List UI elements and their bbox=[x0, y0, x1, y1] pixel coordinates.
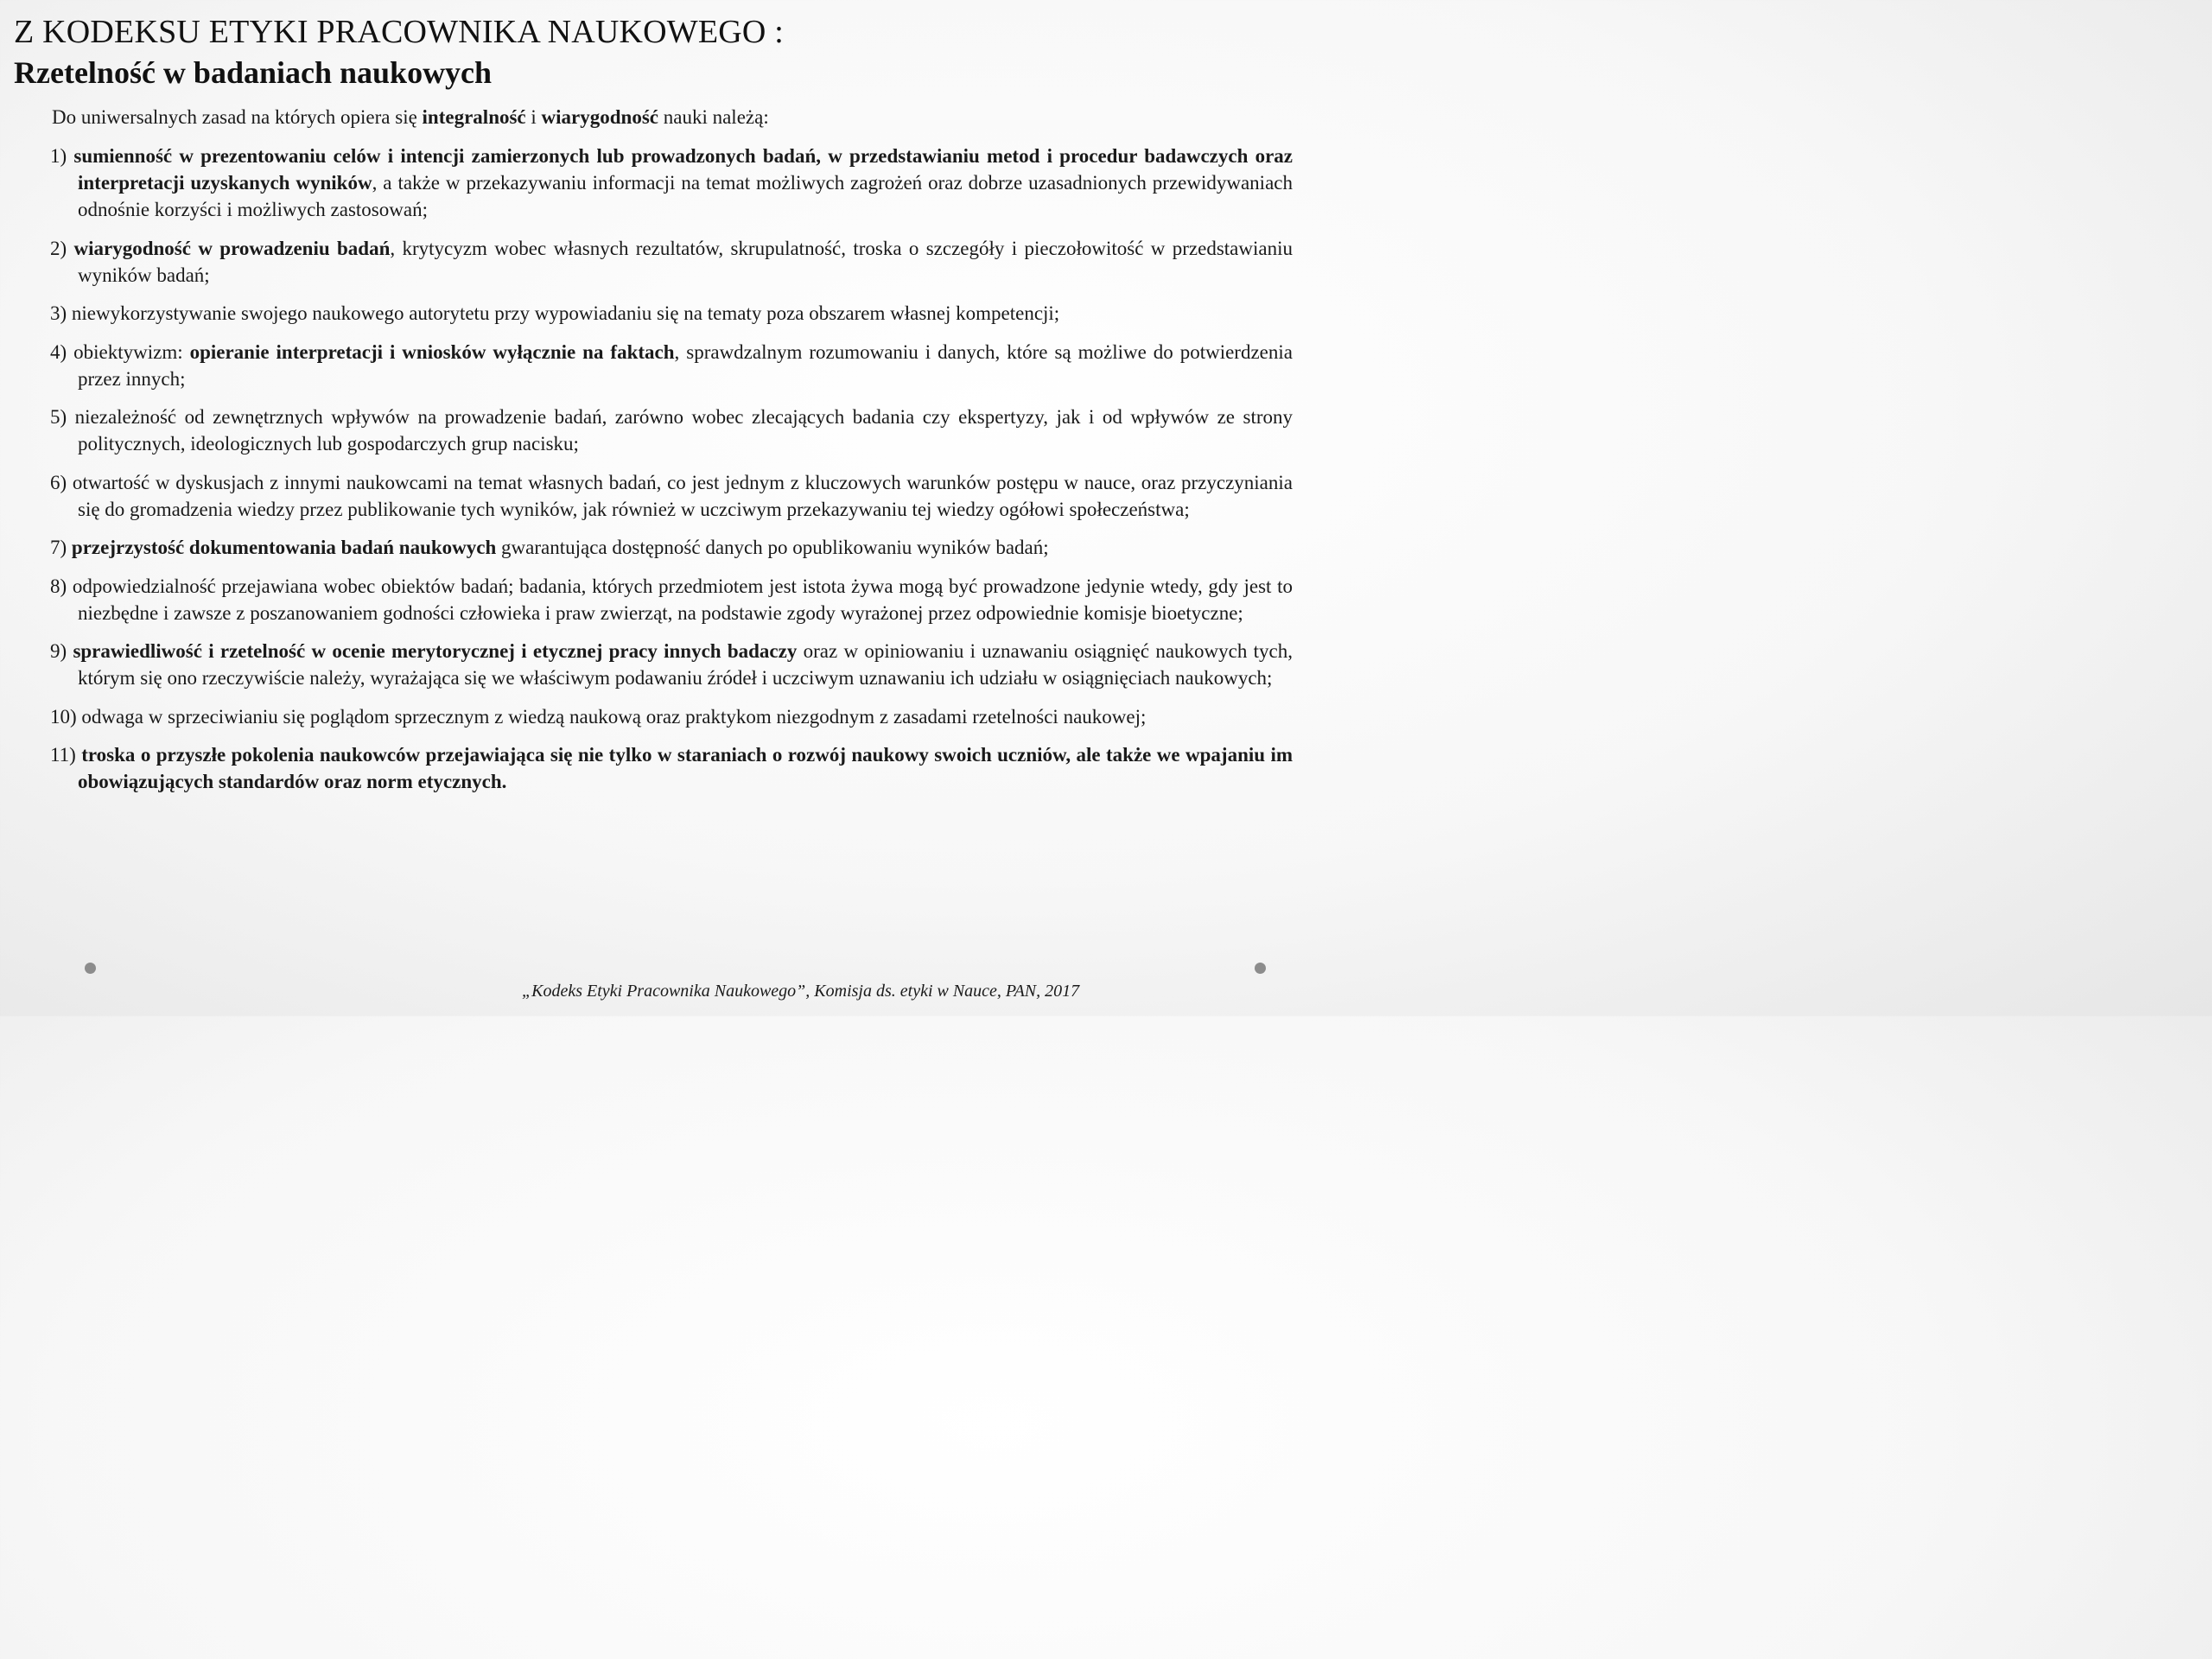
item-text: oraz w opiniowaniu i uznawaniu osiągnięć naukowych tych, którym się ono rzeczywiście należy, wyrażająca się we właściwym podawaniu źródeł i uczciwym uznawaniu ich udziału w osiągnięciach naukowych; bbox=[78, 640, 1293, 689]
item-bold-text: sprawiedliwość i rzetelność w ocenie merytorycznej i etycznej pracy innych badaczy bbox=[73, 640, 798, 662]
page-title: Z KODEKSU ETYKI PRACOWNIKA NAUKOWEGO : bbox=[14, 14, 785, 50]
principle-item-8 bbox=[50, 573, 1293, 626]
intro-text-after: nauki należą: bbox=[658, 106, 769, 128]
item-bold-text: wiarygodność w prowadzeniu badań bbox=[73, 237, 391, 259]
principle-item-5 bbox=[50, 404, 1293, 457]
item-bold-text: sumienność w prezentowaniu celów i intencji zamierzonych lub prowadzonych badań, w przedstawianiu metod i procedur badawczych oraz interpretacji uzyskanych wyników bbox=[73, 145, 1293, 194]
item-text-before: obiektywizm: bbox=[73, 340, 190, 363]
item-text: , sprawdzalnym rozumowaniu i danych, które są możliwe do potwierdzenia przez innych; bbox=[78, 340, 1293, 390]
intro-text-before: Do uniwersalnych zasad na których opiera się bbox=[52, 106, 423, 128]
item-text: , a także w przekazywaniu informacji na temat możliwych zagrożeń oraz dobrze uzasadnionych przewidywaniach odnośnie korzyści i możliwych zastosowań; bbox=[78, 172, 1293, 220]
principle-item-6 bbox=[50, 469, 1293, 523]
principle-item-4 bbox=[50, 339, 1293, 392]
item-number: 8) bbox=[50, 575, 73, 597]
principle-item-9 bbox=[50, 638, 1293, 691]
principle-item-10 bbox=[50, 703, 1293, 730]
item-number: 1) bbox=[50, 145, 74, 167]
principle-item-2 bbox=[50, 235, 1293, 289]
bullet-dot-right bbox=[1255, 963, 1266, 974]
page-subtitle: Rzetelność w badaniach naukowych bbox=[14, 55, 493, 90]
bullet-dot-left bbox=[85, 963, 96, 974]
source-citation: „Kodeks Etyki Pracownika Naukowego”, Komisja ds. etyki w Nauce, PAN, 2017 bbox=[522, 982, 1080, 1001]
intro-bold-wiarygodnosc: wiarygodność bbox=[541, 106, 658, 128]
item-number: 2) bbox=[50, 237, 74, 259]
principle-item-1 bbox=[50, 143, 1293, 223]
item-text: , krytycyzm wobec własnych rezultatów, skrupulatność, troska o szczegóły i pieczołowitość w przedstawianiu wyników badań; bbox=[78, 237, 1293, 286]
item-bold-text: opieranie interpretacji i wniosków wyłącznie na faktach bbox=[189, 340, 675, 363]
item-number: 7) bbox=[50, 537, 72, 558]
item-text: odpowiedzialność przejawiana wobec obiektów badań; badania, których przedmiotem jest istota żywa mogą być prowadzone jedynie wtedy, gdy jest to niezbędne i zawsze z poszanowaniem godności człowieka i praw zwierząt, na podstawie zgody wyrażonej przez odpowiednie komisje bioetyczne; bbox=[72, 575, 1293, 624]
principles-list bbox=[50, 143, 1293, 807]
item-number: 5) bbox=[50, 406, 75, 428]
item-number: 10) bbox=[50, 705, 82, 728]
principle-item-11 bbox=[50, 741, 1293, 795]
principle-item-3 bbox=[50, 300, 1293, 327]
item-text: odwaga w sprzeciwianiu się poglądom sprzecznym z wiedzą naukową oraz praktykom niezgodnym z zasadami rzetelności naukowej; bbox=[81, 705, 1147, 728]
item-bold-text: troska o przyszłe pokolenia naukowców przejawiająca się nie tylko w staraniach o rozwój naukowy swoich uczniów, ale także we wpajaniu im obowiązujących standardów oraz norm etycznych. bbox=[78, 744, 1293, 792]
item-bold-text: przejrzystość dokumentowania badań naukowych bbox=[71, 537, 497, 558]
item-number: 4) bbox=[50, 340, 74, 363]
item-number: 9) bbox=[50, 640, 73, 662]
principle-item-7 bbox=[50, 534, 1293, 561]
item-number: 11) bbox=[50, 744, 82, 766]
intro-text-mid: i bbox=[525, 106, 542, 128]
item-text: niewykorzystywanie swojego naukowego autorytetu przy wypowiadaniu się na tematy poza obszarem własnej kompetencji; bbox=[71, 302, 1060, 324]
item-text: gwarantująca dostępność danych po opublikowaniu wyników badań; bbox=[496, 537, 1049, 558]
item-number: 6) bbox=[50, 471, 73, 493]
intro-bold-integralnosc: integralność bbox=[422, 106, 526, 128]
item-text: otwartość w dyskusjach z innymi naukowcami na temat własnych badań, co jest jednym z kluczowych warunków postępu w nauce, oraz przyczyniania się do gromadzenia wiedzy przez publikowanie tych wyników, jak również w uczciwym przekazywaniu tej wiedzy ogółowi społeczeństwa; bbox=[72, 471, 1293, 520]
intro-paragraph bbox=[52, 104, 1293, 130]
item-text: niezależność od zewnętrznych wpływów na prowadzenie badań, zarówno wobec zlecających badania czy ekspertyzy, jak i od wpływów ze strony politycznych, ideologicznych lub gospodarczych grup nacisku; bbox=[74, 406, 1293, 454]
slide bbox=[0, 0, 1355, 1016]
item-number: 3) bbox=[50, 302, 72, 324]
